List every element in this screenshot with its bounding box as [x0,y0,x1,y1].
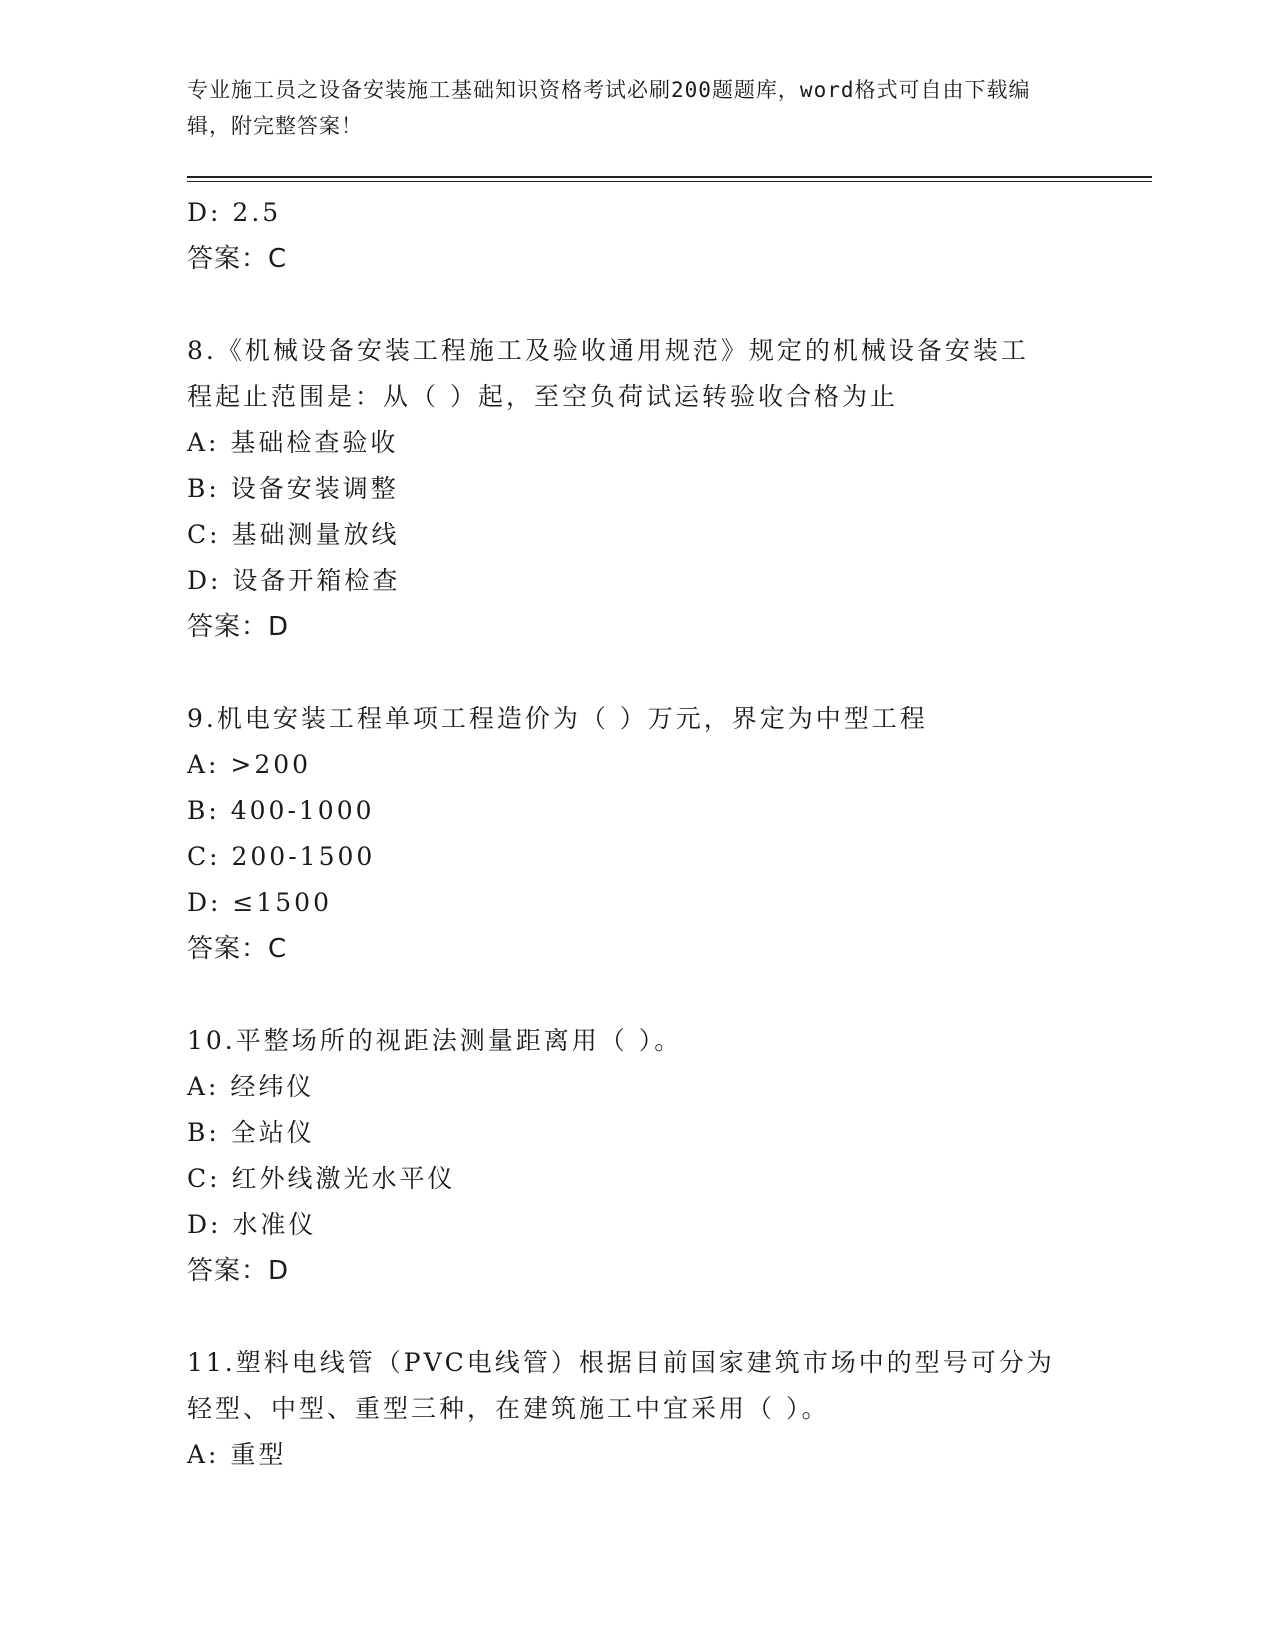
option-d: D: ≤1500 [187,888,332,917]
option-c: C: 红外线激光水平仪 [187,1164,456,1193]
continued-question [187,190,1087,282]
header-divider-thin [187,181,1152,182]
option-c: C: 基础测量放线 [187,520,400,549]
question-9 [187,696,1087,972]
option-a: A: >200 [187,750,312,779]
option-c: C: 200-1500 [187,842,376,871]
option-b: B: 设备安装调整 [187,474,399,503]
header-divider-thick [187,176,1152,178]
answer-line: 答案：C [187,934,288,964]
question-stem: 8.《机械设备安装工程施工及验收通用规范》规定的机械设备安装工 程起止范围是：从（ ）起，至空负荷试运转验收合格为止 [187,336,1029,411]
option-a: A: 经纬仪 [187,1072,315,1101]
header-title: 专业施工员之设备安装施工基础知识资格考试必刷200题题库，word格式可自由下载编辑，附完整答案！ [187,78,1031,138]
option-d: D: 2.5 [187,198,282,227]
question-stem: 9.机电安装工程单项工程造价为（ ）万元，界定为中型工程 [187,704,928,733]
option-a: A: 重型 [187,1440,287,1469]
question-11 [187,1340,1087,1478]
question-10 [187,1018,1087,1294]
question-stem: 11.塑料电线管（PVC电线管）根据目前国家建筑市场中的型号可分为 轻型、中型、重型三种，在建筑施工中宜采用（ ）。 [187,1348,1055,1423]
answer-line: 答案：C [187,244,288,274]
question-8 [187,328,1087,650]
document-header [187,72,1067,144]
option-b: B: 400-1000 [187,796,375,825]
answer-line: 答案：D [187,1256,290,1286]
option-d: D: 设备开箱检查 [187,566,401,595]
option-a: A: 基础检查验收 [187,428,399,457]
question-stem: 10.平整场所的视距法测量距离用（ ）。 [187,1026,683,1055]
answer-line: 答案：D [187,612,290,642]
question-content [187,190,1087,1478]
option-d: D: 水准仪 [187,1210,317,1239]
option-b: B: 全站仪 [187,1118,315,1147]
